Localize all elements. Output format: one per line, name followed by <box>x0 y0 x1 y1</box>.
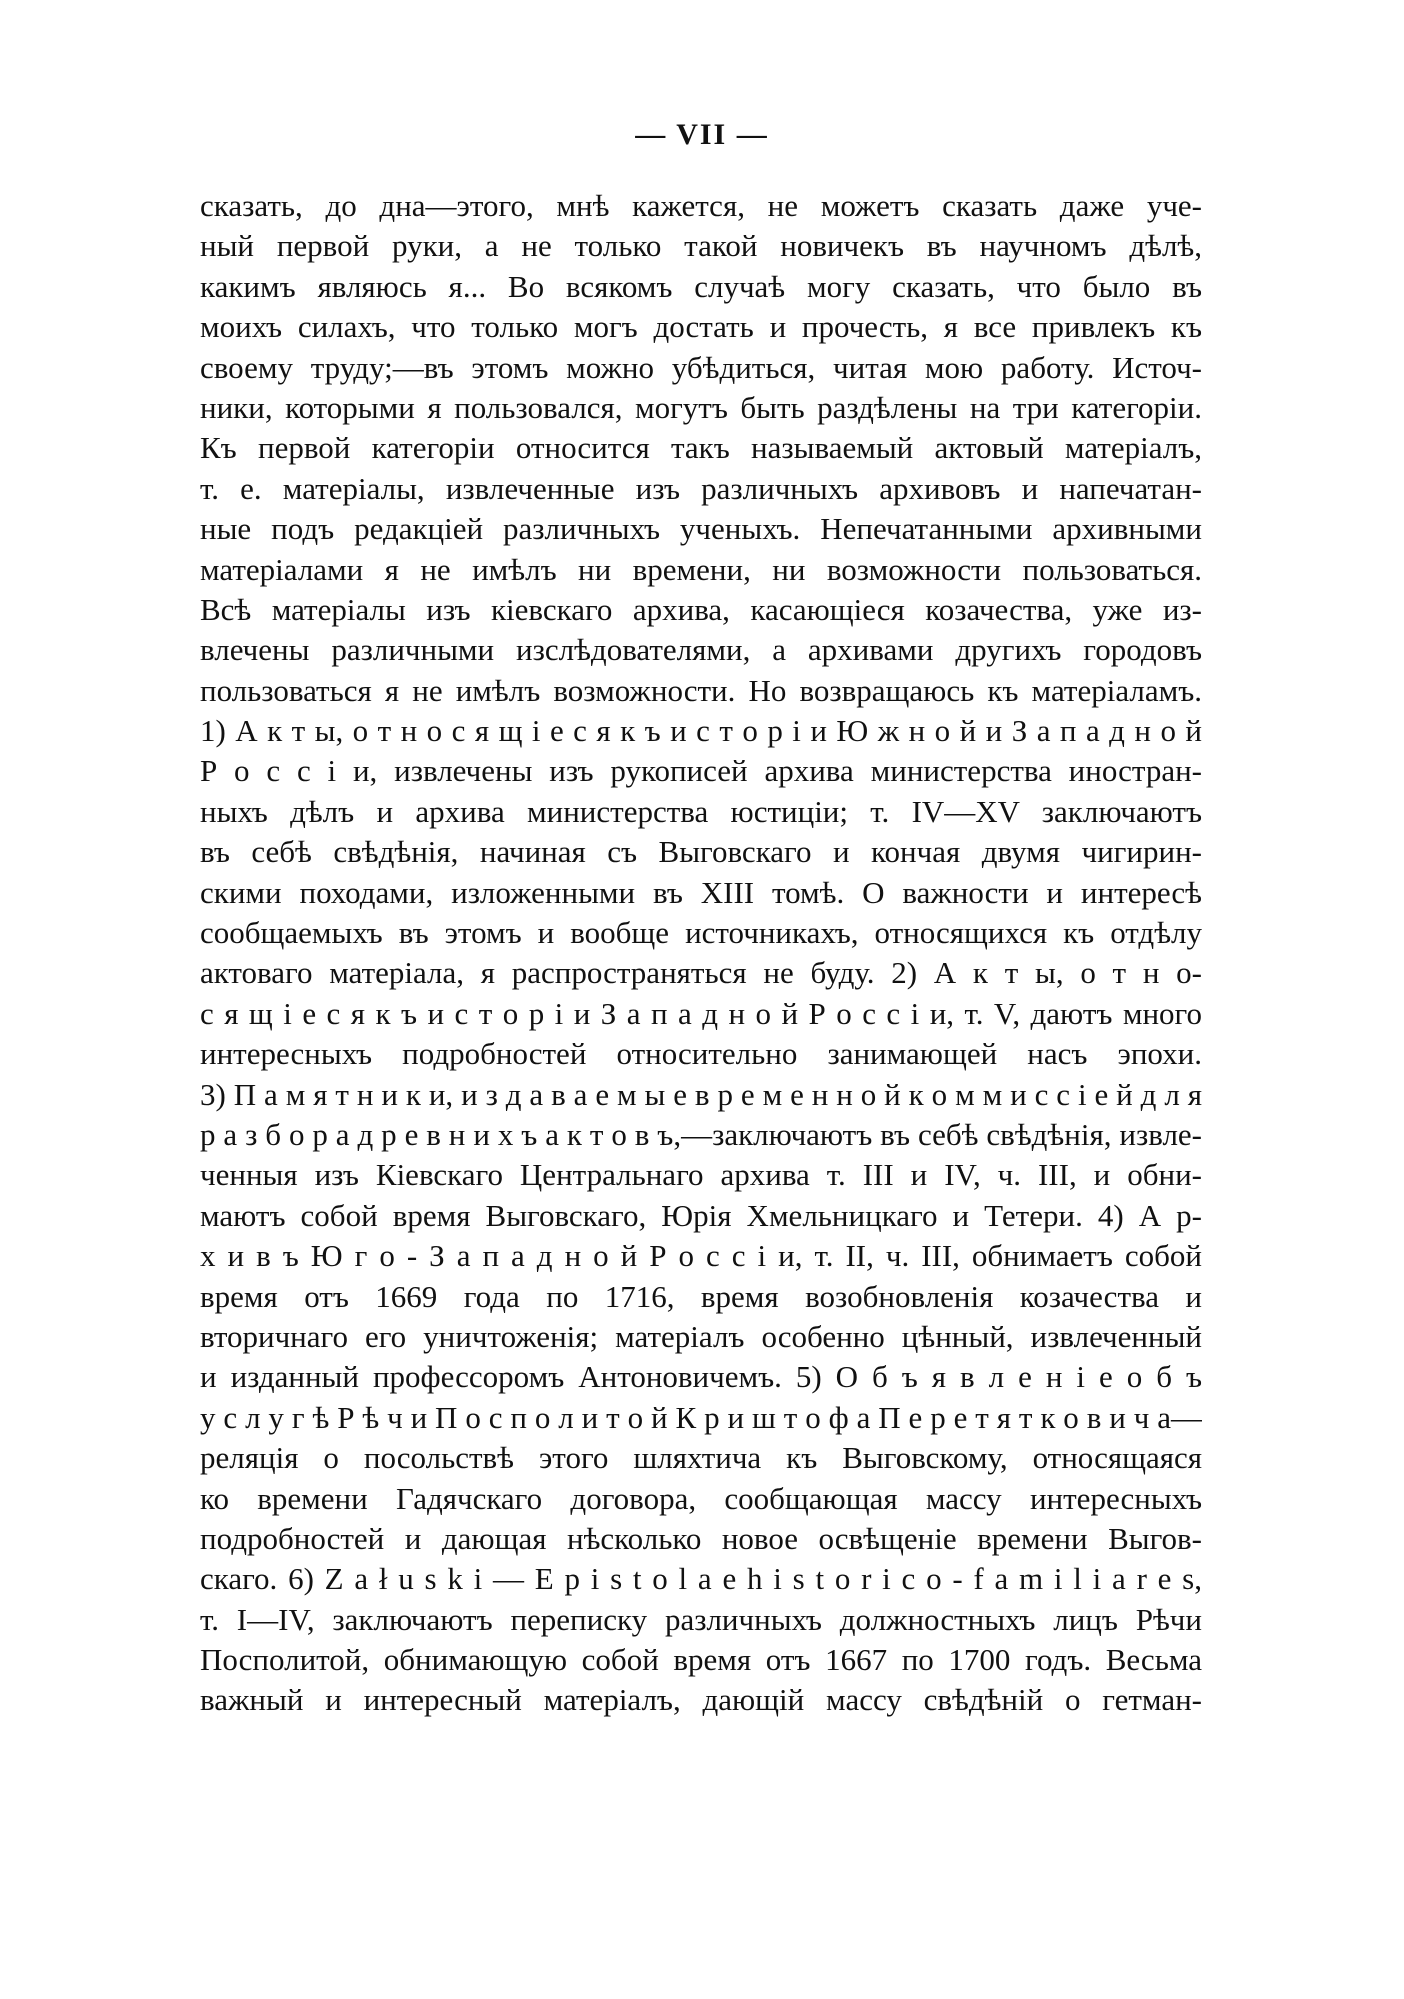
text-line: ный первой руки, а не только такой новичекъ въ научномъ дѣлѣ, <box>200 228 1202 264</box>
text-line: т. е. матеріалы, извлеченные изъ различныхъ архивовъ и напечатан- <box>200 470 1202 506</box>
text-line: р а з б о р а д р е в н и х ъ а к т о в ъ,—заключаютъ въ себѣ свѣдѣнія, извле- <box>200 1116 1202 1152</box>
text-line: важный и интересный матеріалъ, дающій массу свѣдѣній о гетман- <box>200 1682 1202 1718</box>
text-line: и изданный профессоромъ Антоновичемъ. 5) О б ъ я в л е н і е о б ъ <box>200 1359 1202 1395</box>
text-line: актоваго матеріала, я распространяться не буду. 2) А к т ы, о т н о- <box>200 955 1202 991</box>
text-line: у с л у г ѣ Р ѣ ч и П о с п о л и т о й К р и ш т о ф а П е р е т я т к о в и ч а— <box>200 1399 1202 1435</box>
text-line: ко времени Гадячскаго договора, сообщающая массу интересныхъ <box>200 1480 1202 1516</box>
text-line: с я щ і е с я к ъ и с т о р і и З а п а д н о й Р о с с і и, т. V, даютъ много <box>200 995 1202 1031</box>
page-number: — VII — <box>635 118 769 151</box>
text-line: реляція о посольствѣ этого шляхтича къ Выговскому, относящаяся <box>200 1440 1202 1476</box>
text-line: ченныя изъ Кіевскаго Центральнаго архива т. III и IV, ч. III, и обни- <box>200 1157 1202 1193</box>
text-line: моихъ силахъ, что только могъ достать и прочесть, я все привлекъ къ <box>200 309 1202 345</box>
text-line: ные подъ редакціей различныхъ ученыхъ. Непечатанными архивными <box>200 511 1202 547</box>
text-line: пользоваться я не имѣлъ возможности. Но возвращаюсь къ матеріаламъ. <box>200 672 1202 708</box>
text-line: сообщаемыхъ въ этомъ и вообще источникахъ, относящихся къ отдѣлу <box>200 915 1202 951</box>
text-line: Р о с с і и, извлечены изъ рукописей архива министерства иностран- <box>200 753 1202 789</box>
text-line: 3) П а м я т н и к и, и з д а в а е м ы е в р е м е н н о й к о м м и с с і е й д л я <box>200 1076 1202 1112</box>
text-line: скими походами, изложенными въ XIII томѣ. О важности и интересѣ <box>200 874 1202 910</box>
text-line: въ себѣ свѣдѣнія, начиная съ Выговскаго и кончая двумя чигирин- <box>200 834 1202 870</box>
body-text <box>200 186 1202 1721</box>
text-line: подробностей и дающая нѣсколько новое освѣщеніе времени Выгов- <box>200 1520 1202 1556</box>
text-line: матеріалами я не имѣлъ ни времени, ни возможности пользоваться. <box>200 551 1202 587</box>
text-line: ныхъ дѣлъ и архива министерства юстиціи; т. IV—XV заключаютъ <box>200 793 1202 829</box>
text-line: Къ первой категоріи относится такъ называемый актовый матеріалъ, <box>200 430 1202 466</box>
text-line: своему труду;—въ этомъ можно убѣдиться, читая мою работу. Источ- <box>200 349 1202 385</box>
text-line: т. I—IV, заключаютъ переписку различныхъ должностныхъ лицъ Рѣчи <box>200 1601 1202 1637</box>
text-line: интересныхъ подробностей относительно занимающей насъ эпохи. <box>200 1036 1202 1072</box>
text-line: скаго. 6) Z a ł u s k i — E p i s t o l a e h i s t o r i c o - f a m i l i a r e s, <box>200 1561 1202 1597</box>
text-line: х и в ъ Ю г о - З а п а д н о й Р о с с і и, т. II, ч. III, обнимаетъ собой <box>200 1238 1202 1274</box>
text-line: Посполитой, обнимающую собой время отъ 1667 по 1700 годъ. Весьма <box>200 1642 1202 1678</box>
text-line: какимъ являюсь я... Во всякомъ случаѣ могу сказать, что было въ <box>200 268 1202 304</box>
text-line: 1) А к т ы, о т н о с я щ і е с я к ъ и с т о р і и Ю ж н о й и З а п а д н о й <box>200 713 1202 749</box>
text-line: влечены различными изслѣдователями, а архивами другихъ городовъ <box>200 632 1202 668</box>
text-line: ники, которыми я пользовался, могутъ быть раздѣлены на три категоріи. <box>200 389 1202 425</box>
text-line: маютъ собой время Выговскаго, Юрія Хмельницкаго и Тетери. 4) А р- <box>200 1197 1202 1233</box>
text-line: время отъ 1669 года по 1716, время возобновленія козачества и <box>200 1278 1202 1314</box>
text-line: Всѣ матеріалы изъ кіевскаго архива, касающіеся козачества, уже из- <box>200 591 1202 627</box>
text-line: сказать, до дна—этого, мнѣ кажется, не можетъ сказать даже уче- <box>200 188 1202 223</box>
text-line: вторичнаго его уничтоженія; матеріалъ особенно цѣнный, извлеченный <box>200 1318 1202 1354</box>
